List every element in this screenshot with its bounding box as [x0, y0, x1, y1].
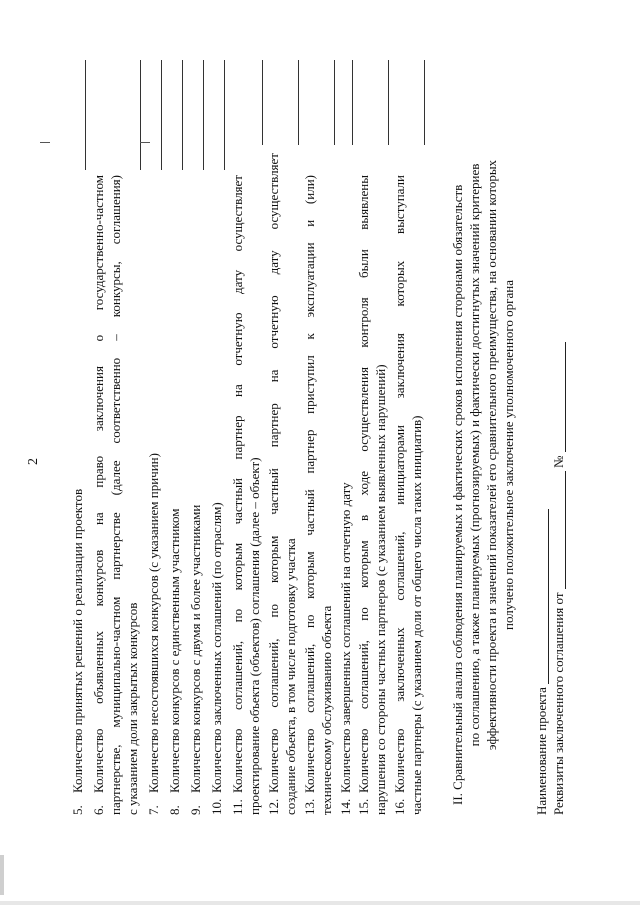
- requisites-row: [551, 342, 566, 815]
- item-number: 16.: [392, 798, 407, 815]
- item-text: Количество конкурсов с единственным участником: [167, 508, 182, 793]
- item-continuation: с указанием доли закрытых конкурсов: [125, 602, 140, 815]
- number-sign: №: [551, 455, 566, 468]
- item-text: Количество завершенных соглашений на отчетную дату: [338, 482, 353, 793]
- item-continuation: партнерстве, муниципально-частном партнерстве (далее соответственно – конкурсы, соглашения): [108, 175, 123, 815]
- list-item: [188, 505, 203, 815]
- list-item: [209, 502, 224, 815]
- value-line: [203, 60, 204, 170]
- item-number: 13.: [302, 798, 317, 815]
- item-number: 9.: [188, 805, 203, 815]
- list-item: [146, 453, 161, 815]
- item-number: 5.: [70, 805, 85, 815]
- item-continuation: создание объекта, в том числе подготовку участка: [283, 538, 298, 815]
- item-text: Количество соглашений, по которым частный партнер на отчетную дату осуществляет: [230, 175, 245, 793]
- value-line: [161, 60, 162, 170]
- value-line: [352, 60, 353, 145]
- value-line: [388, 60, 389, 145]
- item-number: 10.: [209, 798, 224, 815]
- value-line: [85, 60, 86, 170]
- value-line: [182, 60, 183, 170]
- item-number: 15.: [356, 798, 371, 815]
- value-line: [262, 60, 263, 145]
- value-line: [424, 60, 425, 145]
- list-item: [230, 175, 245, 815]
- value-line: [334, 60, 335, 145]
- list-item: [167, 509, 182, 815]
- item-text: Количество заключенных соглашений (по отраслям): [209, 502, 224, 793]
- list-item: [70, 489, 85, 815]
- item-text: Количество соглашений, по которым в ходе осуществления контроля были выявлены: [356, 175, 371, 793]
- list-item: [91, 175, 106, 815]
- item-number: 8.: [167, 805, 182, 815]
- page-number: 2: [26, 458, 41, 465]
- item-continuation: частные партнеры (с указанием доли от общего числа таких инициатив): [409, 415, 424, 815]
- item-text: Количество несостоявшихся конкурсов (с указанием причин): [146, 453, 161, 793]
- agreement-date-field[interactable]: [565, 471, 566, 589]
- item-text: Количество конкурсов с двумя и более участниками: [188, 504, 203, 793]
- section-2-line: по соглашению, а также планируемых (прогнозируемых) и фактически достигнутых значений критериев: [467, 163, 482, 747]
- project-name-label: Наименование проекта: [534, 687, 549, 815]
- item-number: 12.: [266, 798, 281, 815]
- item-continuation: техническому обслуживанию объекта: [319, 605, 334, 815]
- list-item: [338, 482, 353, 815]
- column-tick: [140, 142, 150, 143]
- item-text: Количество соглашений, по которым частный партнер на отчетную дату осуществляет: [266, 153, 281, 793]
- section-2-line: II. Сравнительный анализ соблюдения планируемых и фактических сроков исполнения сторонами обязательств: [450, 184, 465, 805]
- value-line: [140, 60, 141, 170]
- list-item: [392, 175, 407, 815]
- value-line: [224, 60, 225, 170]
- project-name-row: [534, 509, 549, 815]
- requisites-label: Реквизиты заключенного соглашения от: [551, 592, 566, 815]
- item-text: Количество соглашений, по которым частный партнер приступил к эксплуатации и (или): [302, 175, 317, 793]
- column-tick: [40, 142, 50, 143]
- item-text: Количество объявленных конкурсов на право заключения о государственно-частном: [91, 175, 106, 793]
- list-item: [356, 175, 371, 815]
- item-continuation: нарушения со стороны частных партнеров (с указанием выявленных нарушений): [373, 364, 388, 815]
- item-text: Количество заключенных соглашений, инициаторами заключения которых выступали: [392, 175, 407, 793]
- value-line: [298, 60, 299, 145]
- scan-edge-mark: [0, 855, 4, 895]
- item-continuation: проектирование объекта (объектов) соглашения (далее – объект): [247, 457, 262, 815]
- item-number: 7.: [146, 805, 161, 815]
- section-2-line: эффективности проекта и значений показателей его сравнительного преимущества, на основании которых: [484, 159, 499, 751]
- item-number: 6.: [91, 805, 106, 815]
- section-2-line: получено положительное заключение уполномоченного органа: [501, 279, 516, 631]
- item-number: 14.: [338, 798, 353, 815]
- project-name-field[interactable]: [548, 509, 549, 684]
- agreement-number-field[interactable]: [565, 342, 566, 452]
- item-text: Количество принятых решений о реализации проектов: [70, 488, 85, 793]
- list-item: [266, 153, 281, 815]
- item-number: 11.: [230, 799, 245, 815]
- list-item: [302, 175, 317, 815]
- scan-bottom-edge: [0, 901, 640, 905]
